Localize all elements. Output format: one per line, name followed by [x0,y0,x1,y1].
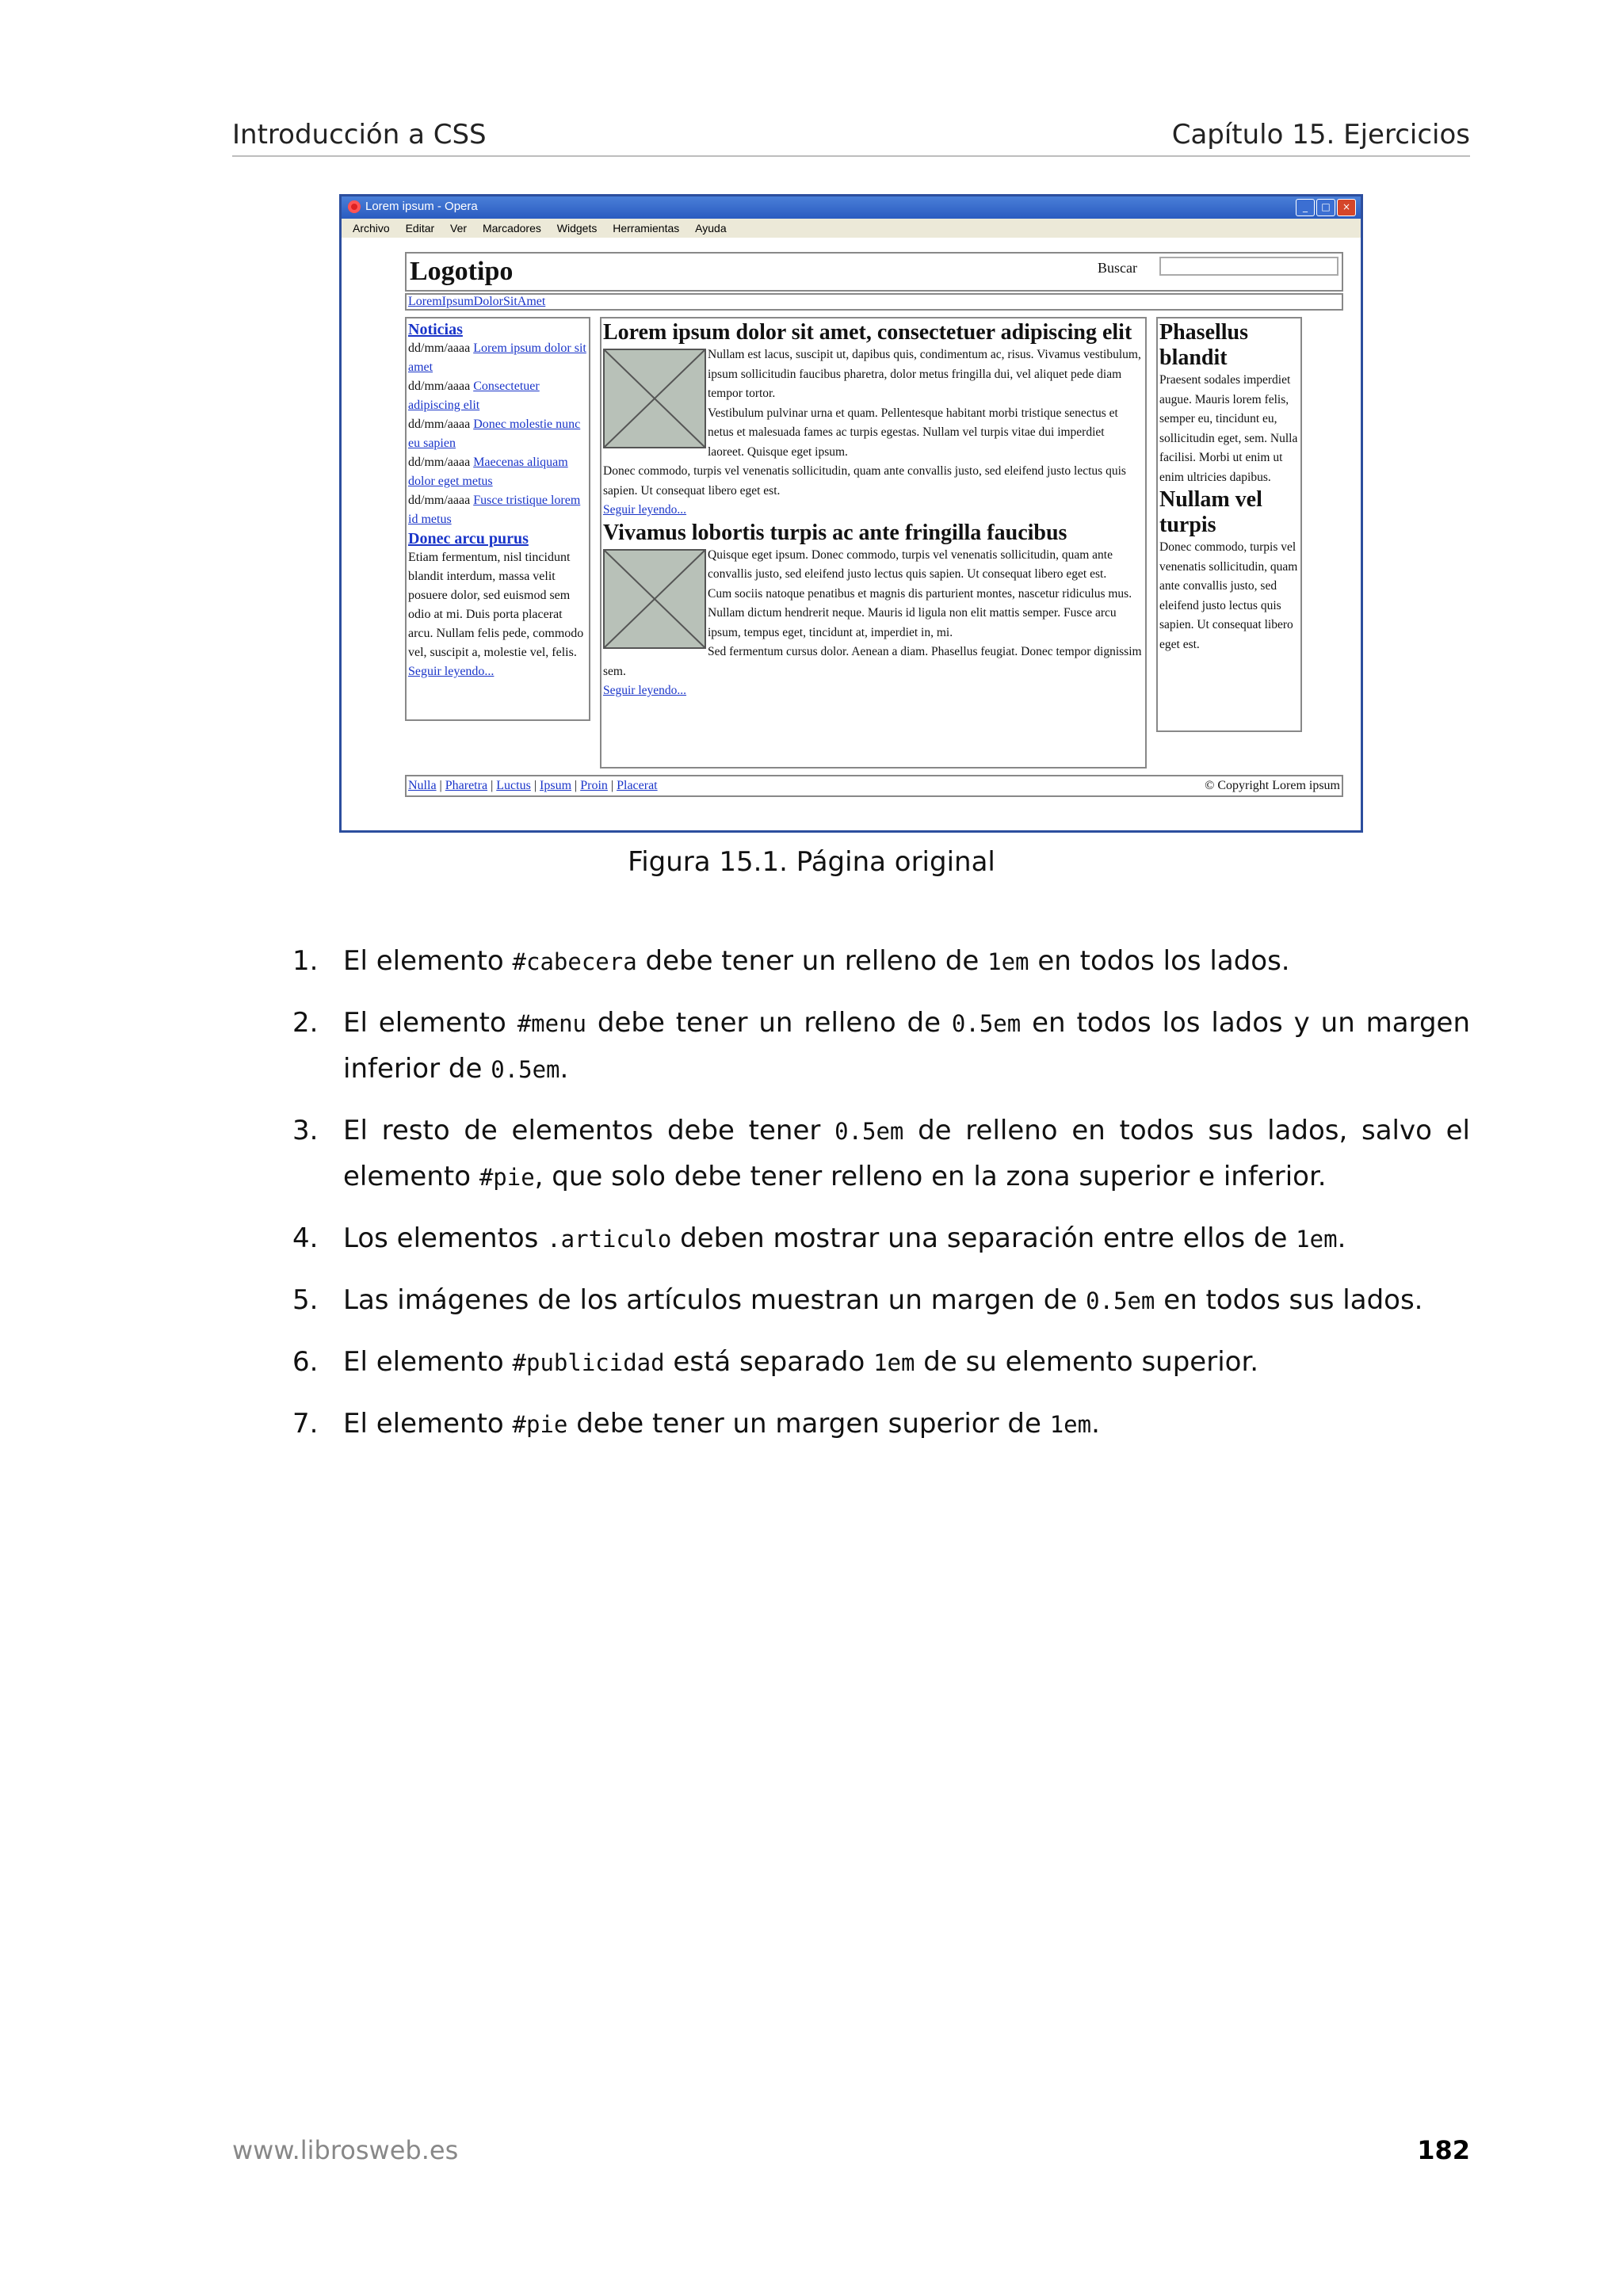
article-paragraph: Nullam est lacus, suscipit ut, dapibus quis, condimentum ac, risus. Vivamus vestibulum, ipsum sollicitudin faucibus pharetra, dolor metus fringilla dui, vel aliquet pede diam tempor tortor. [708,348,1141,400]
page-header [232,119,1470,157]
footer-link: Pharetra [445,779,488,792]
sample-sidebar [405,317,590,721]
footer-link: Ipsum [540,779,572,792]
ad-title: Phasellus blandit [1159,320,1249,370]
browser-window-screenshot [339,194,1363,833]
article-title: Lorem ipsum dolor sit amet, consectetuer adipiscing elit [603,320,1132,345]
browser-menubar [342,219,1361,238]
copyright: © Copyright Lorem ipsum [1205,779,1340,792]
exercise-item: 1. El elemento #cabecera debe tener un relleno de 1em en todos los lados. [292,945,1290,977]
sidebar-section-title: Donec arcu purus [408,530,529,547]
search-label: Buscar [1098,260,1137,276]
footer-link: Luctus [496,779,531,792]
footer-link: Nulla [408,779,437,792]
search-input [1159,257,1338,276]
exercise-item: 4. Los elementos .articulo deben mostrar una separación entre ellos de 1em. [292,1222,1346,1254]
article-read-more: Seguir leyendo... [603,684,687,697]
article-read-more: Seguir leyendo... [603,503,687,517]
news-item: dd/mm/aaaa Lorem ipsum dolor sit amet [408,341,586,374]
menu-item-ayuda: Ayuda [695,222,727,235]
minimize-icon: _ [1296,199,1315,216]
window-titlebar [342,196,1361,219]
sidebar-section-text: Etiam fermentum, nisl tincidunt blandit interdum, massa velit posuere dolor, sed euismod sem odio at mi. Duis porta placerat arcu. Nullam felis pede, commodo vel, suscipit a, molestie vel, felis. [408,551,584,659]
sample-ads [1156,317,1302,732]
site-url: www.librosweb.es [232,2135,459,2165]
footer-link: Proin [580,779,608,792]
menu-item-editar: Editar [405,222,435,235]
maximize-icon: □ [1316,199,1335,216]
exercise-item: 5. Las imágenes de los artículos muestran un margen de 0.5em en todos sus lados. [292,1284,1423,1316]
exercise-list [232,939,1470,1463]
footer-links: Nulla | Pharetra | Luctus | Ipsum | Proin | Placerat [408,779,658,792]
news-item: dd/mm/aaaa Consectetuer adipiscing elit [408,379,540,412]
menu-item-widgets: Widgets [556,222,598,235]
news-title: Noticias [408,321,463,338]
sample-logo: Logotipo [410,257,514,286]
chapter-title: Capítulo 15. Ejercicios [1171,119,1470,151]
ad-text: Praesent sodales imperdiet augue. Mauris lorem felis, semper eu, tincidunt eu, sollicitudin eget, sem. Nulla facilisi. Morbi ut enim ut enim ultricies dapibus. [1159,373,1298,484]
article-paragraph: Cum sociis natoque penatibus et magnis dis parturient montes, nascetur ridiculus mus. Nullam dictum hendrerit neque. Mauris id ligula non elit mattis semper. Fusce arcu ipsum, tempus eget, tincidunt at, imperdiet in, mi. [708,586,1132,639]
sample-menu: LoremIpsumDolorSitAmet [405,293,1343,311]
article [603,521,1144,701]
article-paragraph: Vestibulum pulvinar urna et quam. Pellentesque habitant morbi tristique senectus et netus et malesuada fames ac turpis egestas. Nullam vel turpis vitae dui imperdiet laoreet. Quisque eget ipsum. [708,406,1118,459]
sample-footer [405,775,1343,797]
window-title: Lorem ipsum - Opera [365,200,478,213]
exercise-item: 2. El elemento #menu debe tener un relleno de 0.5em en todos los lados y un margen inferior de 0.5em. [292,1007,1471,1085]
ad-title: Nullam vel turpis [1159,487,1262,537]
image-placeholder-icon [603,349,706,448]
close-icon: × [1337,199,1356,216]
news-item: dd/mm/aaaa Fusce tristique lorem id metus [408,494,581,526]
opera-icon [348,200,361,213]
menu-item-herramientas: Herramientas [613,222,680,235]
sample-content [600,317,1147,769]
image-placeholder-icon [603,549,706,649]
menu-item-marcadores: Marcadores [482,222,541,235]
page-number: 182 [1417,2135,1470,2165]
article-paragraph: Quisque eget ipsum. Donec commodo, turpis vel venenatis sollicitudin, quam ante convallis justo, sed eleifend justo lectus quis sapien. Ut consequat libero eget est. [708,547,1113,581]
article-paragraph: Sed fermentum cursus dolor. Aenean a diam. Phasellus feugiat. Donec tempor dignissim sem. [603,645,1142,678]
sample-header [405,252,1343,292]
exercise-item: 7. El elemento #pie debe tener un margen superior de 1em. [292,1408,1100,1440]
article [603,320,1144,521]
exercise-item: 6. El elemento #publicidad está separado 1em de su elemento superior. [292,1346,1259,1378]
menu-item-ver: Ver [450,222,468,235]
news-item: dd/mm/aaaa Donec molestie nunc eu sapien [408,418,581,450]
exercise-item: 3. El resto de elementos debe tener 0.5em de relleno en todos sus lados, salvo el elemento #pie, que solo debe tener relleno en la zona superior e inferior. [292,1115,1470,1192]
sidebar-read-more: Seguir leyendo... [408,665,495,678]
menu-item-archivo: Archivo [353,222,390,235]
news-item: dd/mm/aaaa Maecenas aliquam dolor eget metus [408,456,568,488]
article-title: Vivamus lobortis turpis ac ante fringilla faucibus [603,520,1067,545]
article-paragraph: Donec commodo, turpis vel venenatis sollicitudin, quam ante convallis justo, sed eleifend justo lectus quis sapien. Ut consequat libero eget est. [603,464,1126,498]
ad-text: Donec commodo, turpis vel venenatis sollicitudin, quam ante convallis justo, sed eleifend justo lectus quis sapien. Ut consequat libero eget est. [1159,540,1298,651]
footer-link: Placerat [617,779,658,792]
figure-caption: Figura 15.1. Página original [628,846,995,878]
book-title: Introducción a CSS [232,119,487,151]
